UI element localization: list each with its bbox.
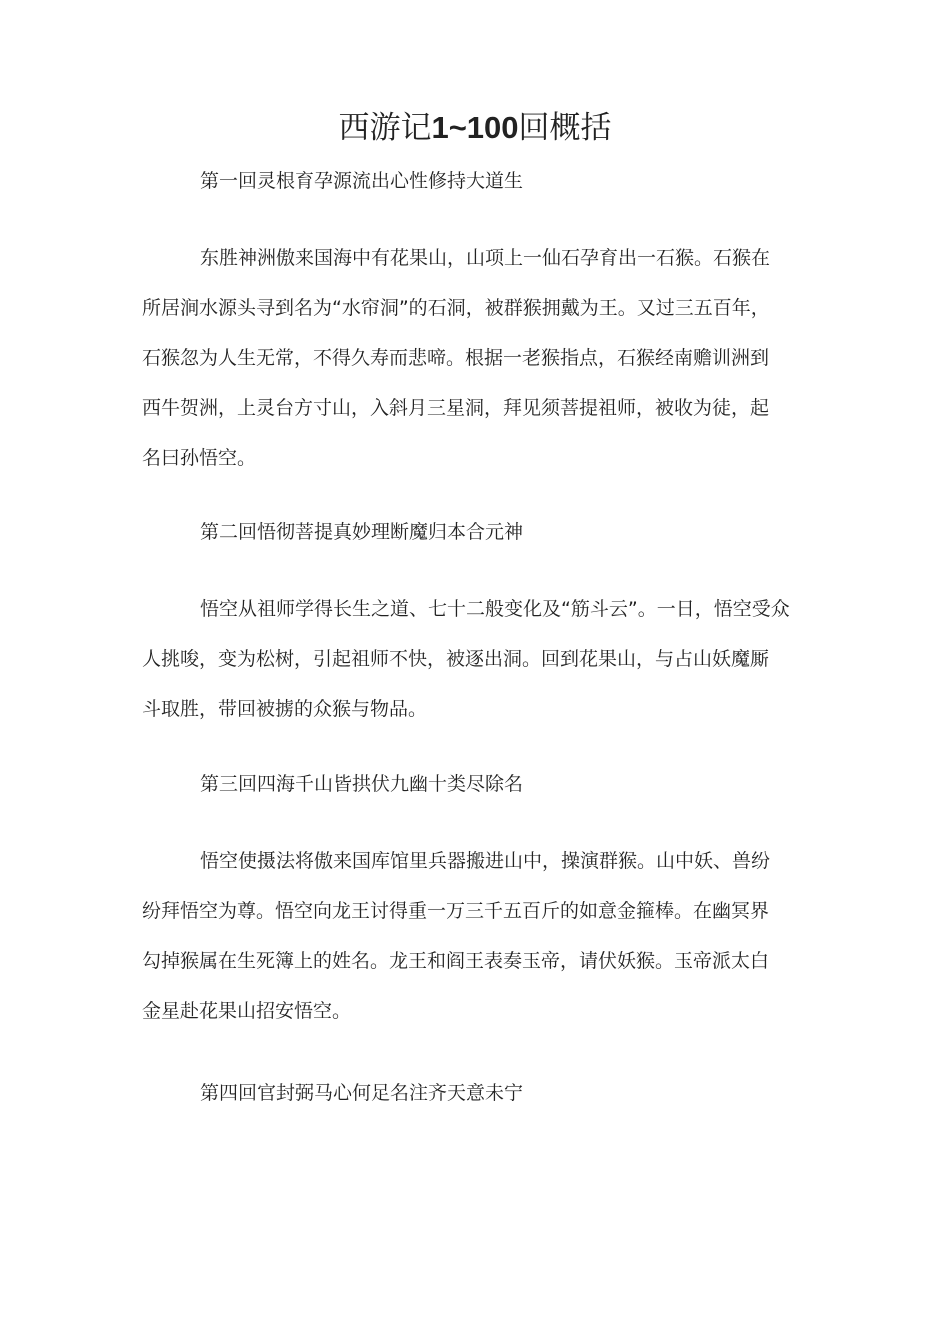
- summary-line: 悟空从祖师学得长生之道、七十二般变化及“筋斗云”。一日，悟空受众: [200, 598, 790, 620]
- summary-line: 名曰孙悟空。: [142, 447, 257, 469]
- summary-line: 金星赴花果山招安悟空。: [142, 1000, 352, 1022]
- summary-line: 石猴忽为人生无常，不得久寿而悲啼。根据一老猴指点，石猴经南赡训洲到: [142, 347, 770, 369]
- summary-line: 西牛贺洲，上灵台方寸山，入斜月三星洞，拜见须菩提祖师，被收为徒，起: [142, 397, 770, 419]
- title-suffix: 回概括: [518, 110, 612, 146]
- summary-line: 斗取胜，带回被掳的众猴与物品。: [142, 698, 428, 720]
- summary-line: 勾掉猴属在生死簿上的姓名。龙王和阎王表奏玉帝，请伏妖猴。玉帝派太白: [142, 950, 770, 972]
- chapter-heading: 第四回官封弼马心何足名注齐天意未宁: [200, 1082, 524, 1104]
- title-number: 1~100: [431, 110, 519, 145]
- summary-line: 纷拜悟空为尊。悟空向龙王讨得重一万三千五百斤的如意金箍棒。在幽冥界: [142, 900, 770, 922]
- chapter-heading: 第二回悟彻菩提真妙理断魔归本合元神: [200, 521, 524, 543]
- chapter-summary: [142, 836, 832, 1036]
- summary-line: 悟空使摄法将傲来国库馆里兵器搬进山中，操演群猴。山中妖、兽纷: [200, 850, 771, 872]
- summary-line: 人挑唆，变为松树，引起祖师不快，被逐出洞。回到花果山，与占山妖魔厮: [142, 648, 770, 670]
- summary-line: 东胜神洲傲来国海中有花果山，山项上一仙石孕育出一石猴。石猴在: [200, 247, 771, 269]
- summary-line: 所居涧水源头寻到名为“水帘洞”的石洞，被群猴拥戴为王。又过三五百年，: [142, 297, 770, 319]
- chapter-heading: 第三回四海千山皆拱伏九幽十类尽除名: [200, 773, 524, 795]
- chapter-summary: [142, 584, 832, 734]
- chapter-summary: [142, 233, 832, 483]
- title-prefix: 西游记: [338, 110, 432, 146]
- document-title: [0, 106, 950, 150]
- chapter-heading: 第一回灵根育孕源流出心性修持大道生: [200, 170, 524, 192]
